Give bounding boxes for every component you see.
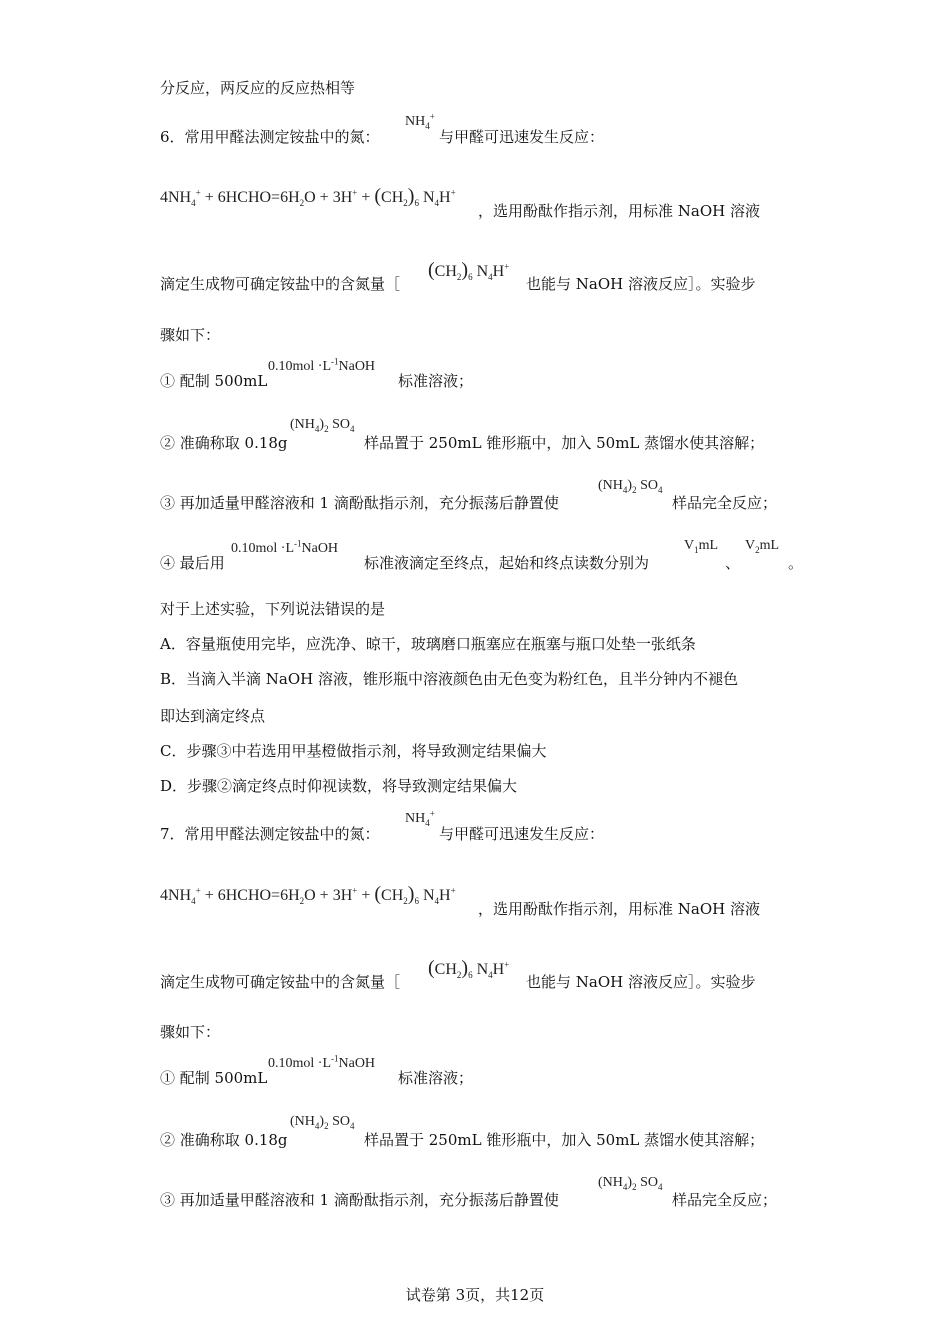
text-line: 与甲醛可迅速发生反应： (439, 825, 605, 843)
text-line: 分反应，两反应的反应热相等 (160, 79, 356, 97)
text-line: 样品置于 250mL 锥形瓶中，加入 50mL 蒸馏水使其溶解； (364, 434, 765, 452)
ammonium-sulfate-formula: $(NH_4)_2$ $SO_4$ (598, 1175, 663, 1192)
reaction-equation: $4NH_4^+$ + $6HCHO=6H_2O + 3H^+ + (CH_2)_6$ $N_4H^+$ (160, 185, 456, 209)
text-line: 样品完全反应； (672, 1191, 778, 1209)
step-3: ③ 再加适量甲醛溶液和 1 滴酚酞指示剂，充分振荡后静置使 (160, 494, 559, 512)
text-line: 滴定生成物可确定铵盐中的含氮量［ (160, 973, 401, 991)
ammonium-sulfate-formula: $(NH_4)_2$ $SO_4$ (290, 1114, 355, 1131)
question-prompt: 对于上述实验，下列说法错误的是 (160, 600, 386, 618)
option-b: B．当滴入半滴 NaOH 溶液，锥形瓶中溶液颜色由无色变为粉红色，且半分钟内不褪色 (160, 670, 739, 688)
step-1: ① 配制 500mL (160, 372, 268, 390)
step-4: ④ 最后用 (160, 554, 225, 572)
text-line: 。 (788, 554, 804, 572)
text-line: 骤如下： (160, 326, 221, 344)
text-line: 样品置于 250mL 锥形瓶中，加入 50mL 蒸馏水使其溶解； (364, 1131, 765, 1149)
text-line: 也能与 NaOH 溶液反应］。实验步 (526, 973, 756, 991)
step-2: ② 准确称取 0.18g (160, 434, 288, 452)
option-d: D．步骤②滴定终点时仰视读数，将导致测定结果偏大 (160, 777, 518, 795)
naoh-concentration: $0.10mol \cdot L^{-1}NaOH$ (268, 356, 376, 374)
hexamine-formula: $(CH_2)_6$ $N_4H^+$ (428, 259, 510, 283)
text-line: 样品完全反应； (672, 494, 778, 512)
text-line: 、 (725, 554, 741, 572)
hexamine-formula: $(CH_2)_6$ $N_4H^+$ (428, 957, 510, 981)
volume-v1: $V_1mL$ (684, 538, 719, 555)
naoh-concentration: $0.10mol \cdot L^{-1}NaOH$ (231, 538, 339, 556)
text-line: 与甲醛可迅速发生反应： (439, 128, 605, 146)
step-1: ① 配制 500mL (160, 1069, 268, 1087)
text-line: ，选用酚酞作指示剂，用标准 NaOH 溶液 (478, 900, 760, 918)
question-7-heading: 7．常用甲醛法测定铵盐中的氮： (160, 825, 380, 843)
naoh-concentration: $0.10mol \cdot L^{-1}NaOH$ (268, 1053, 376, 1071)
ammonium-sulfate-formula: $(NH_4)_2$ $SO_4$ (290, 417, 355, 434)
ammonium-sulfate-formula: $(NH_4)_2$ $SO_4$ (598, 478, 663, 495)
option-c: C．步骤③中若选用甲基橙做指示剂，将导致测定结果偏大 (160, 742, 547, 760)
text-line: 标准溶液； (398, 1069, 474, 1087)
step-3: ③ 再加适量甲醛溶液和 1 滴酚酞指示剂，充分振荡后静置使 (160, 1191, 559, 1209)
question-6-heading: 6．常用甲醛法测定铵盐中的氮： (160, 128, 380, 146)
ammonium-formula: $NH_4^+$ (405, 111, 435, 131)
volume-v2: $V_2mL$ (745, 538, 780, 555)
option-b-continued: 即达到滴定终点 (160, 707, 266, 725)
option-a: A．容量瓶使用完毕，应洗净、晾干，玻璃磨口瓶塞应在瓶塞与瓶口处垫一张纸条 (160, 635, 696, 653)
text-line: 标准液滴定至终点，起始和终点读数分别为 (364, 554, 650, 572)
ammonium-formula: $NH_4^+$ (405, 808, 435, 828)
reaction-equation: $4NH_4^+$ + $6HCHO=6H_2O + 3H^+ + (CH_2)_6$ $N_4H^+$ (160, 883, 456, 907)
text-line: 标准溶液； (398, 372, 474, 390)
text-line: ，选用酚酞作指示剂，用标准 NaOH 溶液 (478, 202, 760, 220)
text-line: 也能与 NaOH 溶液反应］。实验步 (526, 275, 756, 293)
text-line: 骤如下： (160, 1023, 221, 1041)
text-line: 滴定生成物可确定铵盐中的含氮量［ (160, 275, 401, 293)
page-footer: 试卷第 3页，共12页 (405, 1286, 545, 1304)
step-2: ② 准确称取 0.18g (160, 1131, 288, 1149)
